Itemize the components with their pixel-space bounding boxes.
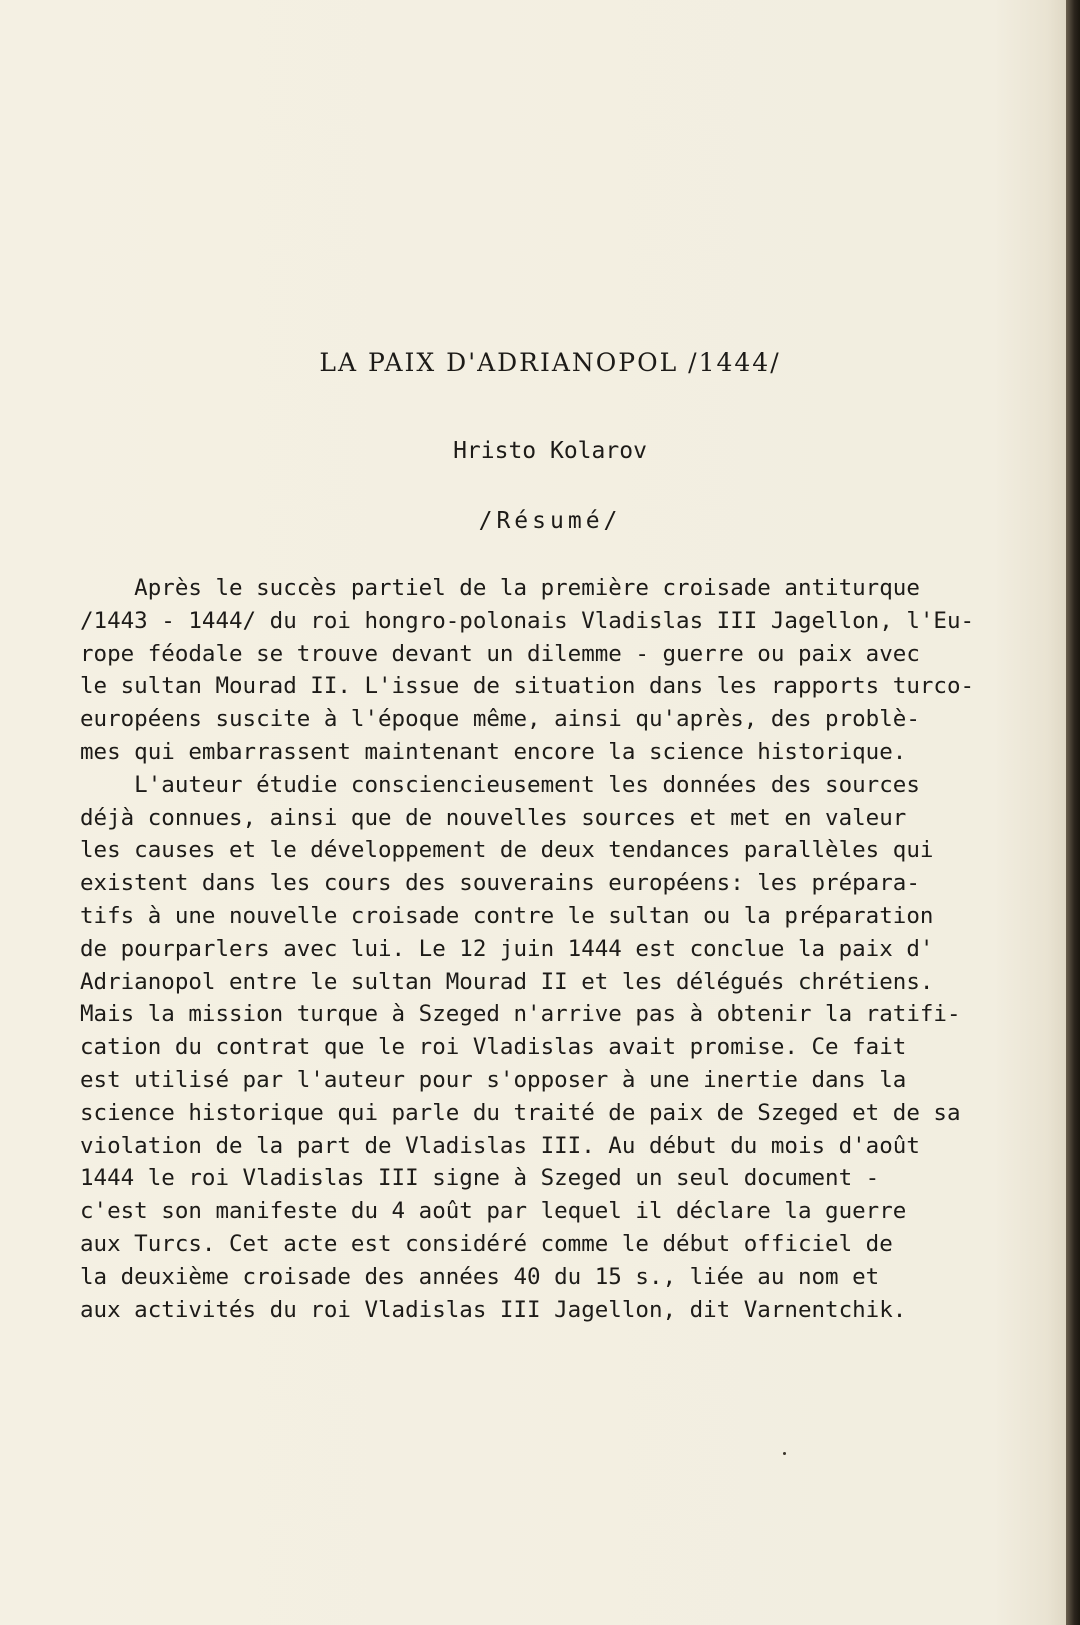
text-line: 1444 le roi Vladislas III signe à Szeged un seul document - bbox=[80, 1165, 880, 1192]
text-line: /1443 - 1444/ du roi hongro-polonais Vladislas III Jagellon, l'Eu- bbox=[80, 607, 975, 634]
text-line: de pourparlers avec lui. Le 12 juin 1444 est conclue la paix d' bbox=[80, 935, 934, 962]
summary-body bbox=[80, 572, 1040, 1326]
text-line: la deuxième croisade des années 40 du 15 s., liée au nom et bbox=[80, 1263, 880, 1290]
page-title: LA PAIX D'ADRIANOPOL /1444/ bbox=[319, 348, 781, 377]
text-line: tifs à une nouvelle croisade contre le sultan ou la préparation bbox=[80, 902, 934, 929]
text-line: le sultan Mourad II. L'issue de situation dans les rapports turco- bbox=[80, 673, 975, 700]
text-line: Adrianopol entre le sultan Mourad II et les délégués chrétiens. bbox=[80, 968, 934, 995]
text-line: européens suscite à l'époque même, ainsi qu'après, des problè- bbox=[80, 706, 920, 733]
text-line: aux Turcs. Cet acte est considéré comme le début officiel de bbox=[80, 1230, 893, 1257]
ink-speck bbox=[783, 1452, 786, 1455]
text-line: science historique qui parle du traité de paix de Szeged et de sa bbox=[80, 1099, 961, 1126]
text-line: mes qui embarrassent maintenant encore la science historique. bbox=[80, 738, 907, 765]
text-line: déjà connues, ainsi que de nouvelles sources et met en valeur bbox=[80, 804, 907, 831]
text-line: est utilisé par l'auteur pour s'opposer à une inertie dans la bbox=[80, 1066, 907, 1093]
text-line: existent dans les cours des souverains européens: les prépara- bbox=[80, 870, 920, 897]
text-line: violation de la part de Vladislas III. Au début du mois d'août bbox=[80, 1132, 920, 1159]
book-spine-edge bbox=[1066, 0, 1080, 1625]
text-line: Après le succès partiel de la première croisade antiturque bbox=[80, 575, 920, 601]
text-line: L'auteur étudie consciencieusement les données des sources bbox=[80, 771, 920, 798]
section-subtitle: /Résumé/ bbox=[478, 508, 622, 534]
text-line: aux activités du roi Vladislas III Jagellon, dit Varnentchik. bbox=[80, 1296, 907, 1323]
text-line: c'est son manifeste du 4 août par lequel il déclare la guerre bbox=[80, 1198, 907, 1225]
text-line: cation du contrat que le roi Vladislas avait promise. Ce fait bbox=[80, 1034, 907, 1061]
text-line: Mais la mission turque à Szeged n'arrive pas à obtenir la ratifi- bbox=[80, 1001, 961, 1028]
text-line: rope féodale se trouve devant un dilemme - guerre ou paix avec bbox=[80, 640, 920, 667]
text-line: les causes et le développement de deux tendances parallèles qui bbox=[80, 837, 934, 864]
author-name: Hristo Kolarov bbox=[453, 438, 647, 464]
